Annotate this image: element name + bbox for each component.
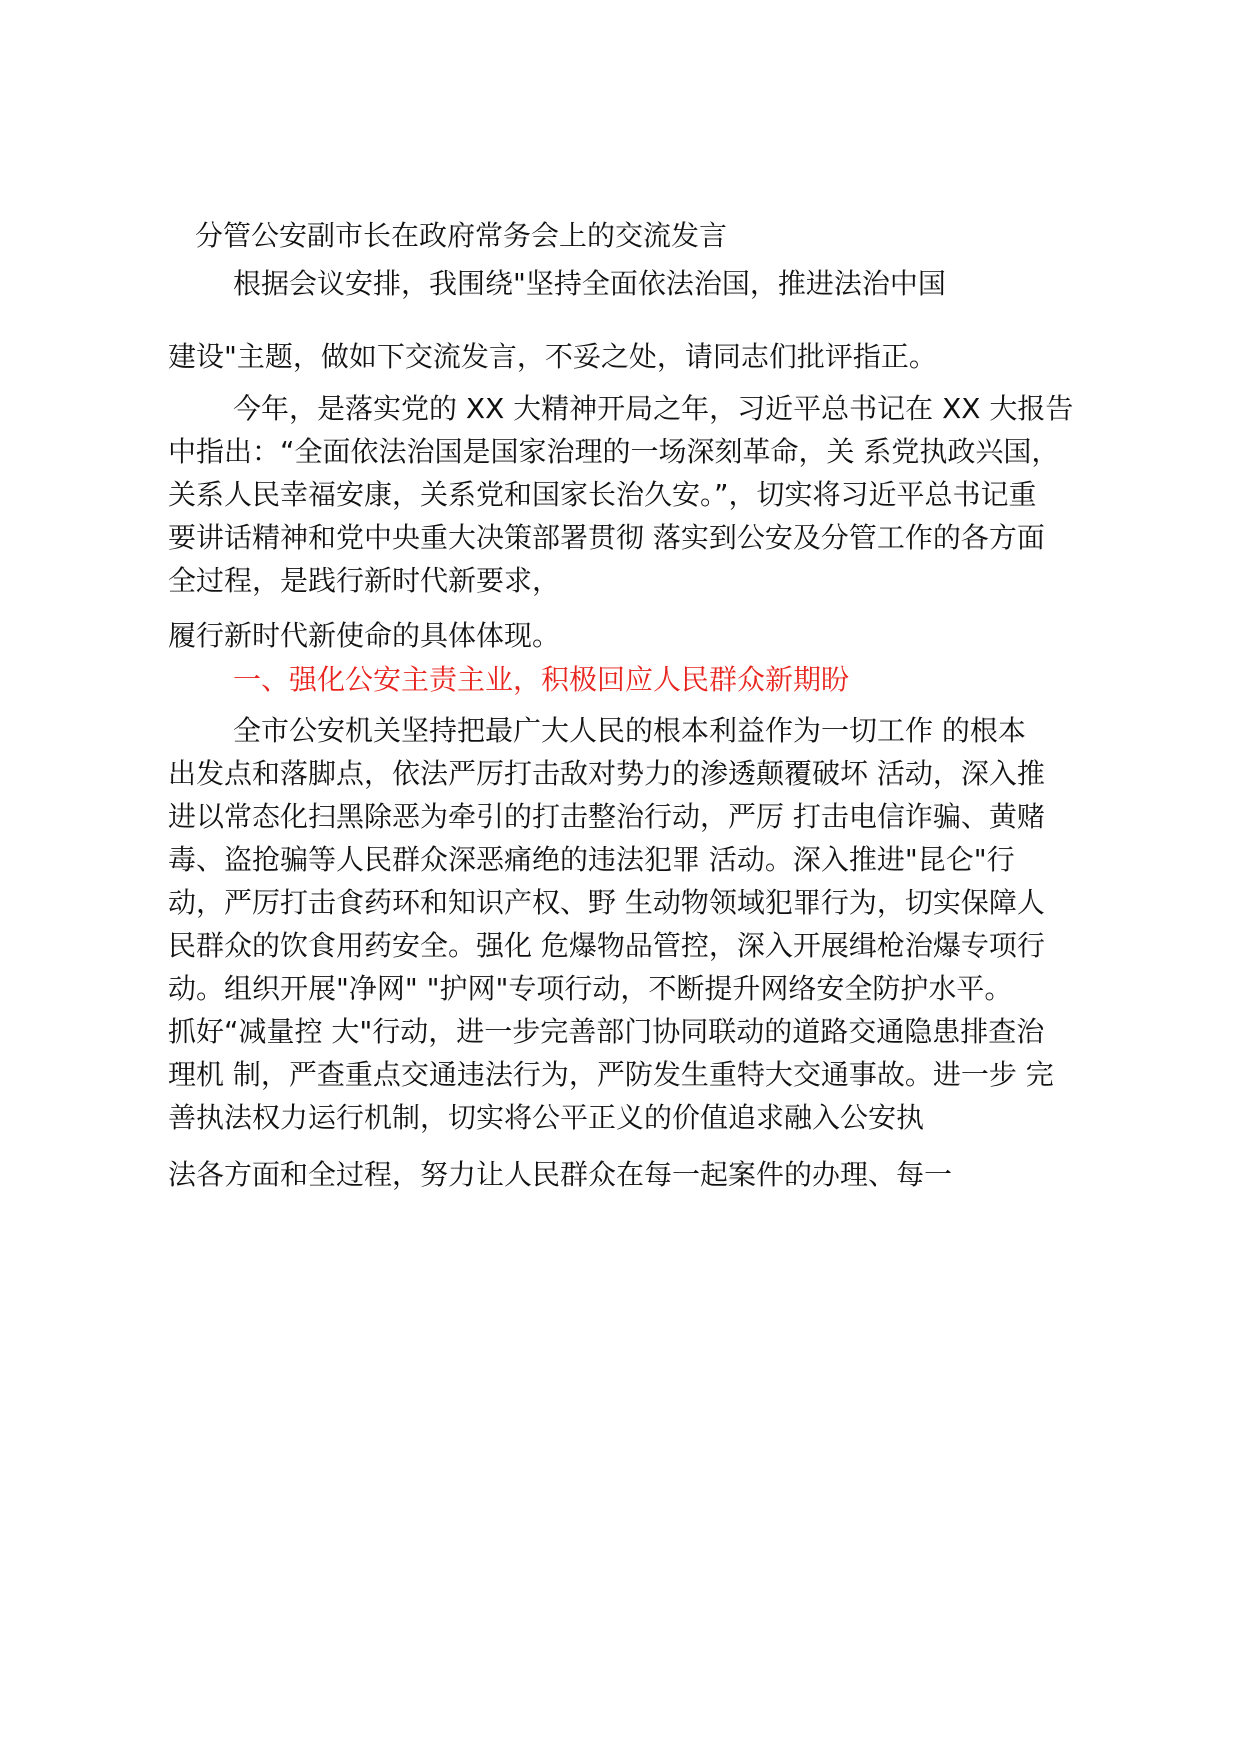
paragraph-line: 法各方面和全过程，努力让人民群众在每一起案件的办理、每一 [168,1158,953,1191]
section-heading: 一、强化公安主责主业，积极回应人民群众新期盼 [233,663,850,696]
paragraph-line: 理机 制，严查重点交通违法行为，严防发生重特大交通事故。进一步 完 [168,1058,1054,1091]
paragraph-line: 全过程，是践行新时代新要求， [168,564,561,597]
paragraph-line: 动。组织开展"净网" "护网"专项行动，不断提升网络安全防护水平。 [168,972,1013,1005]
paragraph-line: 抓好“减量控 大"行动，进一步完善部门协同联动的道路交通隐患排查治 [168,1015,1045,1048]
paragraph-line: 民群众的饮食用药安全。强化 危爆物品管控，深入开展缉枪治爆专项行 [168,929,1045,962]
intro-line: 建设"主题，做如下交流发言，不妥之处，请同志们批评指正。 [168,340,937,373]
paragraph-line: 动，严厉打击食药环和知识产权、野 生动物领域犯罪行为，切实保障人 [168,886,1045,919]
paragraph-line: 出发点和落脚点，依法严厉打击敌对势力的渗透颠覆破坏 活动，深入推 [168,757,1045,790]
paragraph-line: 毒、盗抢骗等人民群众深恶痛绝的违法犯罪 活动。深入推进"昆仑"行 [168,843,1015,876]
paragraph-line: 全市公安机关坚持把最广大人民的根本利益作为一切工作 的根本 [233,714,1026,747]
intro-line: 根据会议安排，我围绕"坚持全面依法治国，推进法治中国 [233,267,946,300]
paragraph-line: 关系人民幸福安康，关系党和国家长治久安。”，切实将习近平总书记重 [168,478,1037,511]
paragraph-line: 今年，是落实党的 XX 大精神开局之年，习近平总书记在 XX 大报告 [233,392,1074,425]
document-title: 分管公安副市长在政府常务会上的交流发言 [195,219,728,252]
paragraph-line: 善执法权力运行机制，切实将公平正义的价值追求融入公安执 [168,1101,925,1134]
paragraph-line: 要讲话精神和党中央重大决策部署贯彻 落实到公安及分管工作的各方面 [168,521,1045,554]
paragraph-line: 中指出：“全面依法治国是国家治理的一场深刻革命，关 系党执政兴国， [168,435,1060,468]
paragraph-line: 进以常态化扫黑除恶为牵引的打击整治行动，严厉 打击电信诈骗、黄赌 [168,800,1045,833]
paragraph-line: 履行新时代新使命的具体体现。 [168,619,561,652]
